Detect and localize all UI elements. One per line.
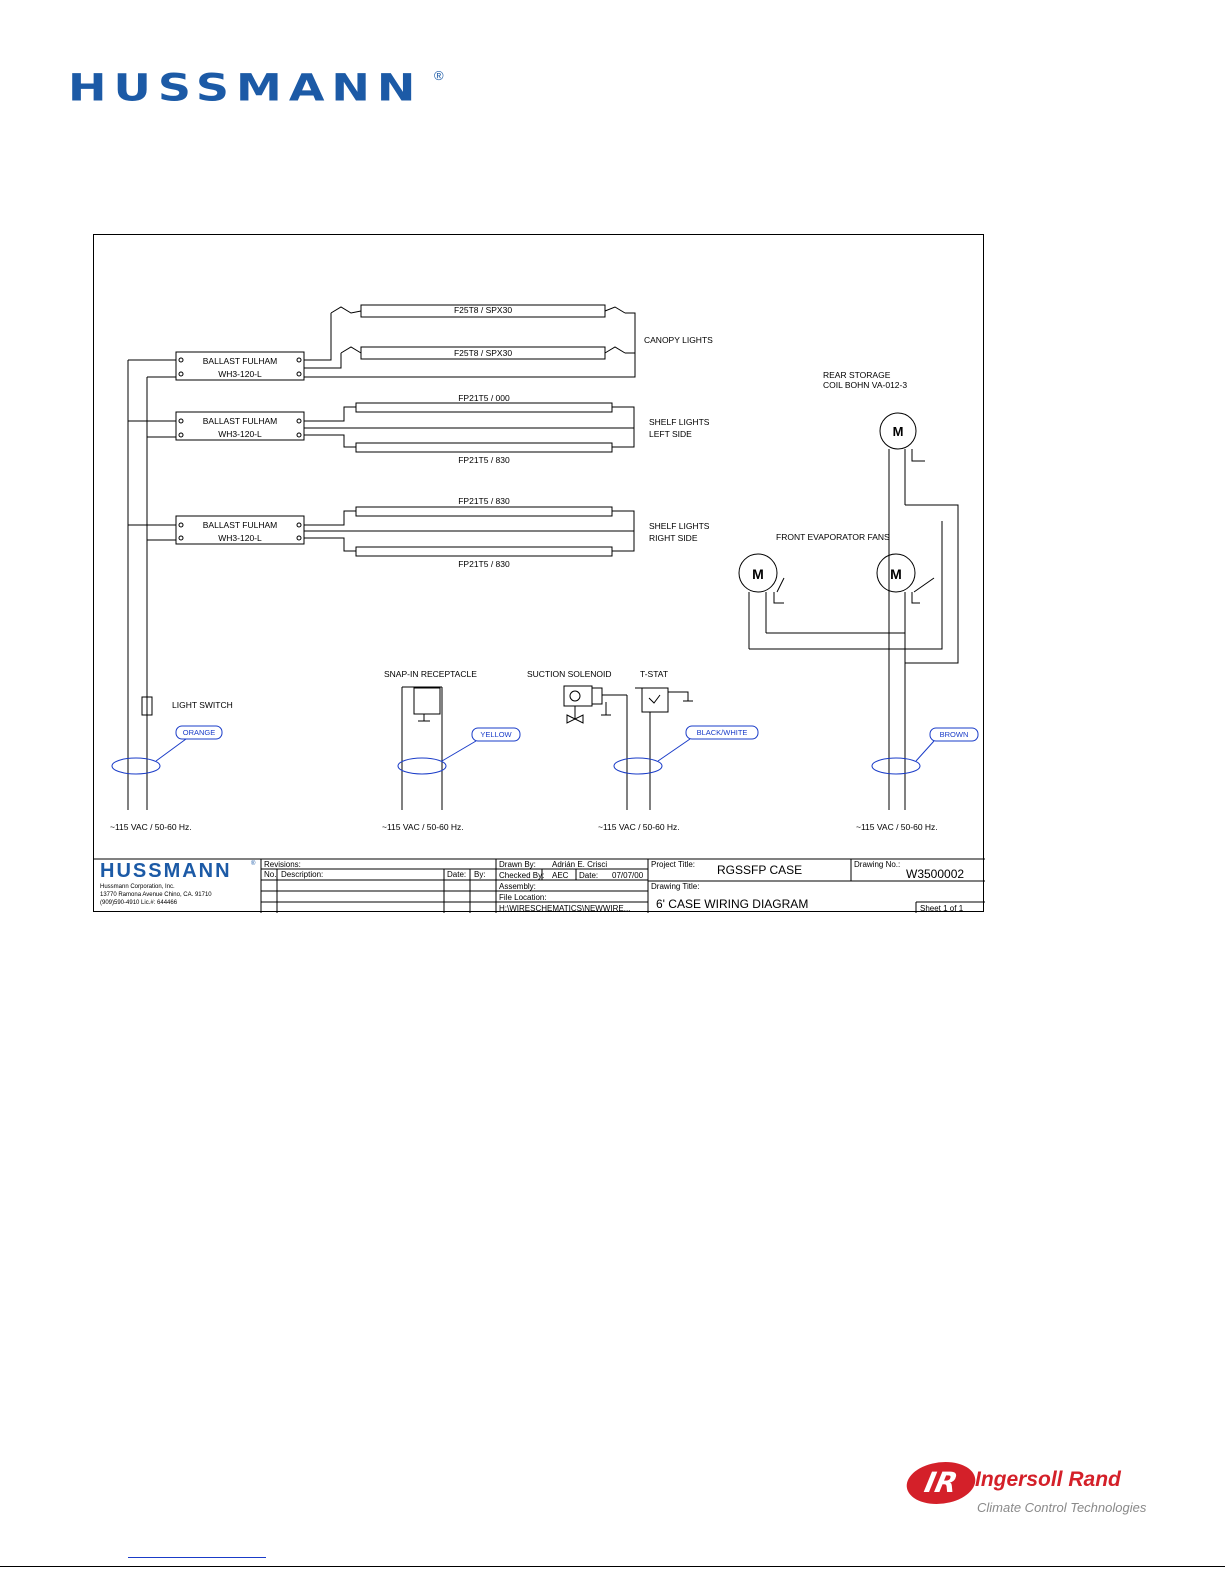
lamp-shelf-right-bottom [356,547,612,556]
tag-orange-text: ORANGE [182,728,216,737]
label-shelf-left-1: SHELF LIGHTS [649,417,710,427]
label-shelf-left-2: LEFT SIDE [649,429,692,439]
assembly-label: Assembly: [499,882,536,891]
label-snap-in: SNAP-IN RECEPTACLE [384,669,477,679]
title-block-registered: ® [251,861,256,867]
ballast-left-name: BALLAST FULHAM [202,416,278,426]
label-shelf-right-1: SHELF LIGHTS [649,521,710,531]
ballast-right-model: WH3-120-L [218,533,262,543]
label-suction-solenoid: SUCTION SOLENOID [527,669,612,679]
label-rear-storage-1: REAR STORAGE [823,370,891,380]
motor-label-front-left: M [752,566,764,582]
rev-by-header: By: [474,870,486,879]
snap-in-receptacle [414,688,440,714]
t-stat [642,688,668,712]
drawing-title-label: Drawing Title: [651,882,700,891]
date-value: 07/07/00 [612,871,644,880]
label-light-switch: LIGHT SWITCH [172,700,233,710]
bundle-orange [112,758,160,774]
label-lamp-shelf-left-bottom: FP21T5 / 830 [458,455,510,465]
motor-label-rear: M [892,424,904,439]
ir-mark-icon: IR [903,1462,980,1504]
company-line-3: (909)590-4910 Lic.#: 644466 [100,900,178,906]
supply-2: ~115 VAC / 50-60 Hz. [382,822,464,832]
label-front-fans: FRONT EVAPORATOR FANS [776,532,890,542]
ballast-left-model: WH3-120-L [218,429,262,439]
label-shelf-right-2: RIGHT SIDE [649,533,698,543]
hussmann-wordmark: HUSSMANN [68,65,423,110]
drawn-by-label: Drawn By: [499,860,536,869]
project-title-label: Project Title: [651,860,696,869]
company-line-1: Hussmann Corporation, Inc. [100,884,175,890]
ballast-canopy-model: WH3-120-L [218,369,262,379]
label-lamp-canopy-top: F25T8 / SPX30 [453,305,513,315]
label-lamp-shelf-left-top: FP21T5 / 000 [458,393,510,403]
title-block-brand: HUSSMANN [100,860,232,882]
lamp-shelf-left-top [356,403,612,412]
supply-4: ~115 VAC / 50-60 Hz. [856,822,938,832]
bundle-yellow [398,758,446,774]
ir-tagline: Climate Control Technologies [977,1500,1147,1515]
bundle-black-white [614,758,662,774]
ballast-right-name: BALLAST FULHAM [202,520,278,530]
label-rear-storage-2: COIL BOHN VA-012-3 [823,380,908,390]
footer-link-underline[interactable] [128,1557,266,1558]
rev-description-header: Description: [281,870,324,879]
ir-name: Ingersoll Rand [975,1468,1121,1491]
tag-black-white-text: BLACK/WHITE [696,728,748,737]
date-label: Date: [579,871,599,880]
wiring-diagram [94,235,985,913]
checked-by-value: AEC [552,871,569,880]
label-canopy-lights: CANOPY LIGHTS [644,335,713,345]
tag-brown-text: BROWN [939,730,969,739]
suction-solenoid [564,686,592,706]
hussmann-logo [68,65,448,112]
label-lamp-canopy-bottom: F25T8 / SPX30 [453,348,513,358]
revisions-label: Revisions: [264,860,301,869]
file-location-value: H:\WIRESCHEMATICS\NEWWIRE... [499,904,631,913]
drawn-by-value: Adrián E. Crisci [552,860,608,869]
checked-by-label: Checked By: [499,871,545,880]
supply-1: ~115 VAC / 50-60 Hz. [110,822,192,832]
tag-yellow-text: YELLOW [480,730,512,739]
wiring-diagram-sheet [93,234,984,912]
label-lamp-shelf-right-top: FP21T5 / 830 [458,496,510,506]
drawing-title-value: 6' CASE WIRING DIAGRAM [656,897,809,911]
project-title-value: RGSSFP CASE [717,863,803,877]
footer-rule [0,1566,1225,1567]
ingersoll-rand-logo [905,1462,1145,1522]
label-lamp-shelf-right-bottom: FP21T5 / 830 [458,559,510,569]
company-line-2: 13770 Ramona Avenue Chino, CA. 91710 [100,892,212,898]
rev-no-header: No. [264,870,277,879]
lamp-shelf-left-bottom [356,443,612,452]
motor-label-front-right: M [890,566,902,582]
drawing-no-value: W3500002 [906,867,965,881]
supply-3: ~115 VAC / 50-60 Hz. [598,822,680,832]
label-tstat: T-STAT [640,669,669,679]
drawing-no-label: Drawing No.: [854,860,901,869]
sheet-number: Sheet 1 of 1 [920,904,964,913]
ballast-canopy-name: BALLAST FULHAM [202,356,278,366]
registered-mark: ® [434,68,444,83]
bundle-brown [872,758,920,774]
file-location-label: File Location: [499,893,547,902]
rev-date-header: Date: [447,870,467,879]
lamp-shelf-right-top [356,507,612,516]
